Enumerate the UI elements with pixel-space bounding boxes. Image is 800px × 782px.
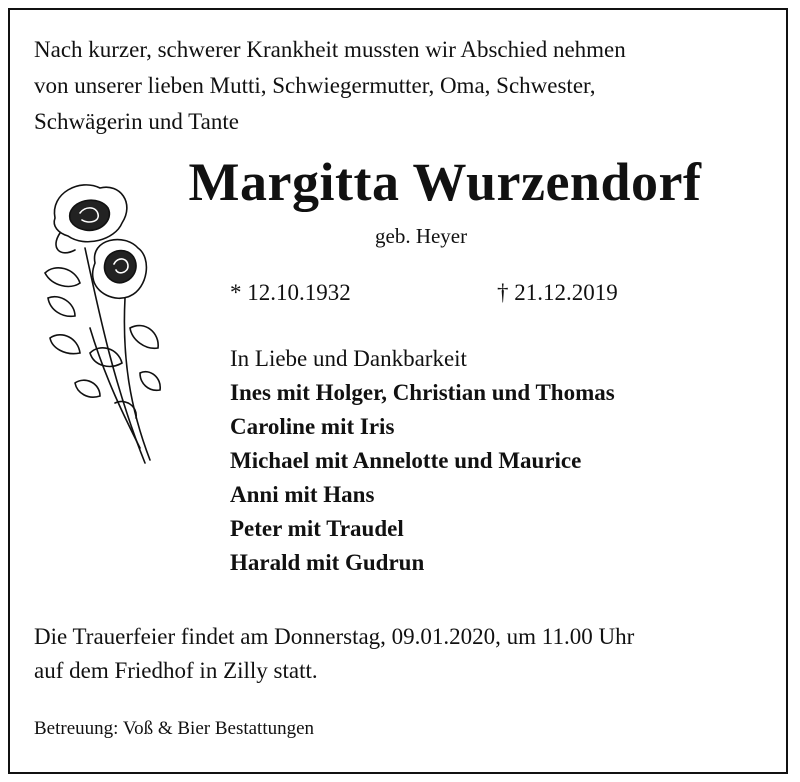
mourner-entry: Caroline mit Iris <box>230 414 395 439</box>
mourners-intro: In Liebe und Dankbarkeit <box>230 346 467 371</box>
maiden-name: geb. Heyer <box>375 224 468 248</box>
mourner-entry: Peter mit Traudel <box>230 516 404 541</box>
rose-icon <box>30 178 165 473</box>
intro-line: Nach kurzer, schwerer Krankheit mussten wir Abschied nehmen <box>34 37 626 62</box>
care-note: Betreuung: Voß & Bier Bestattungen <box>34 718 315 739</box>
mourner-entry: Anni mit Hans <box>230 482 375 507</box>
birth-date: * 12.10.1932 <box>230 280 351 305</box>
mourners-list <box>230 342 615 580</box>
funeral-line: Die Trauerfeier findet am Donnerstag, 09.01.2020, um 11.00 Uhr <box>34 624 635 649</box>
intro-line: von unserer lieben Mutti, Schwiegermutter, Oma, Schwester, <box>34 73 596 98</box>
death-date: † 21.12.2019 <box>497 280 618 305</box>
intro-text <box>34 32 764 140</box>
mourner-entry: Harald mit Gudrun <box>230 550 425 575</box>
mourner-entry: Michael mit Annelotte und Maurice <box>230 448 582 473</box>
funeral-info <box>34 620 774 688</box>
deceased-name: Margitta Wurzendorf <box>188 152 702 212</box>
intro-line: Schwägerin und Tante <box>34 109 239 134</box>
funeral-line: auf dem Friedhof in Zilly statt. <box>34 658 318 683</box>
mourner-entry: Ines mit Holger, Christian und Thomas <box>230 380 615 405</box>
